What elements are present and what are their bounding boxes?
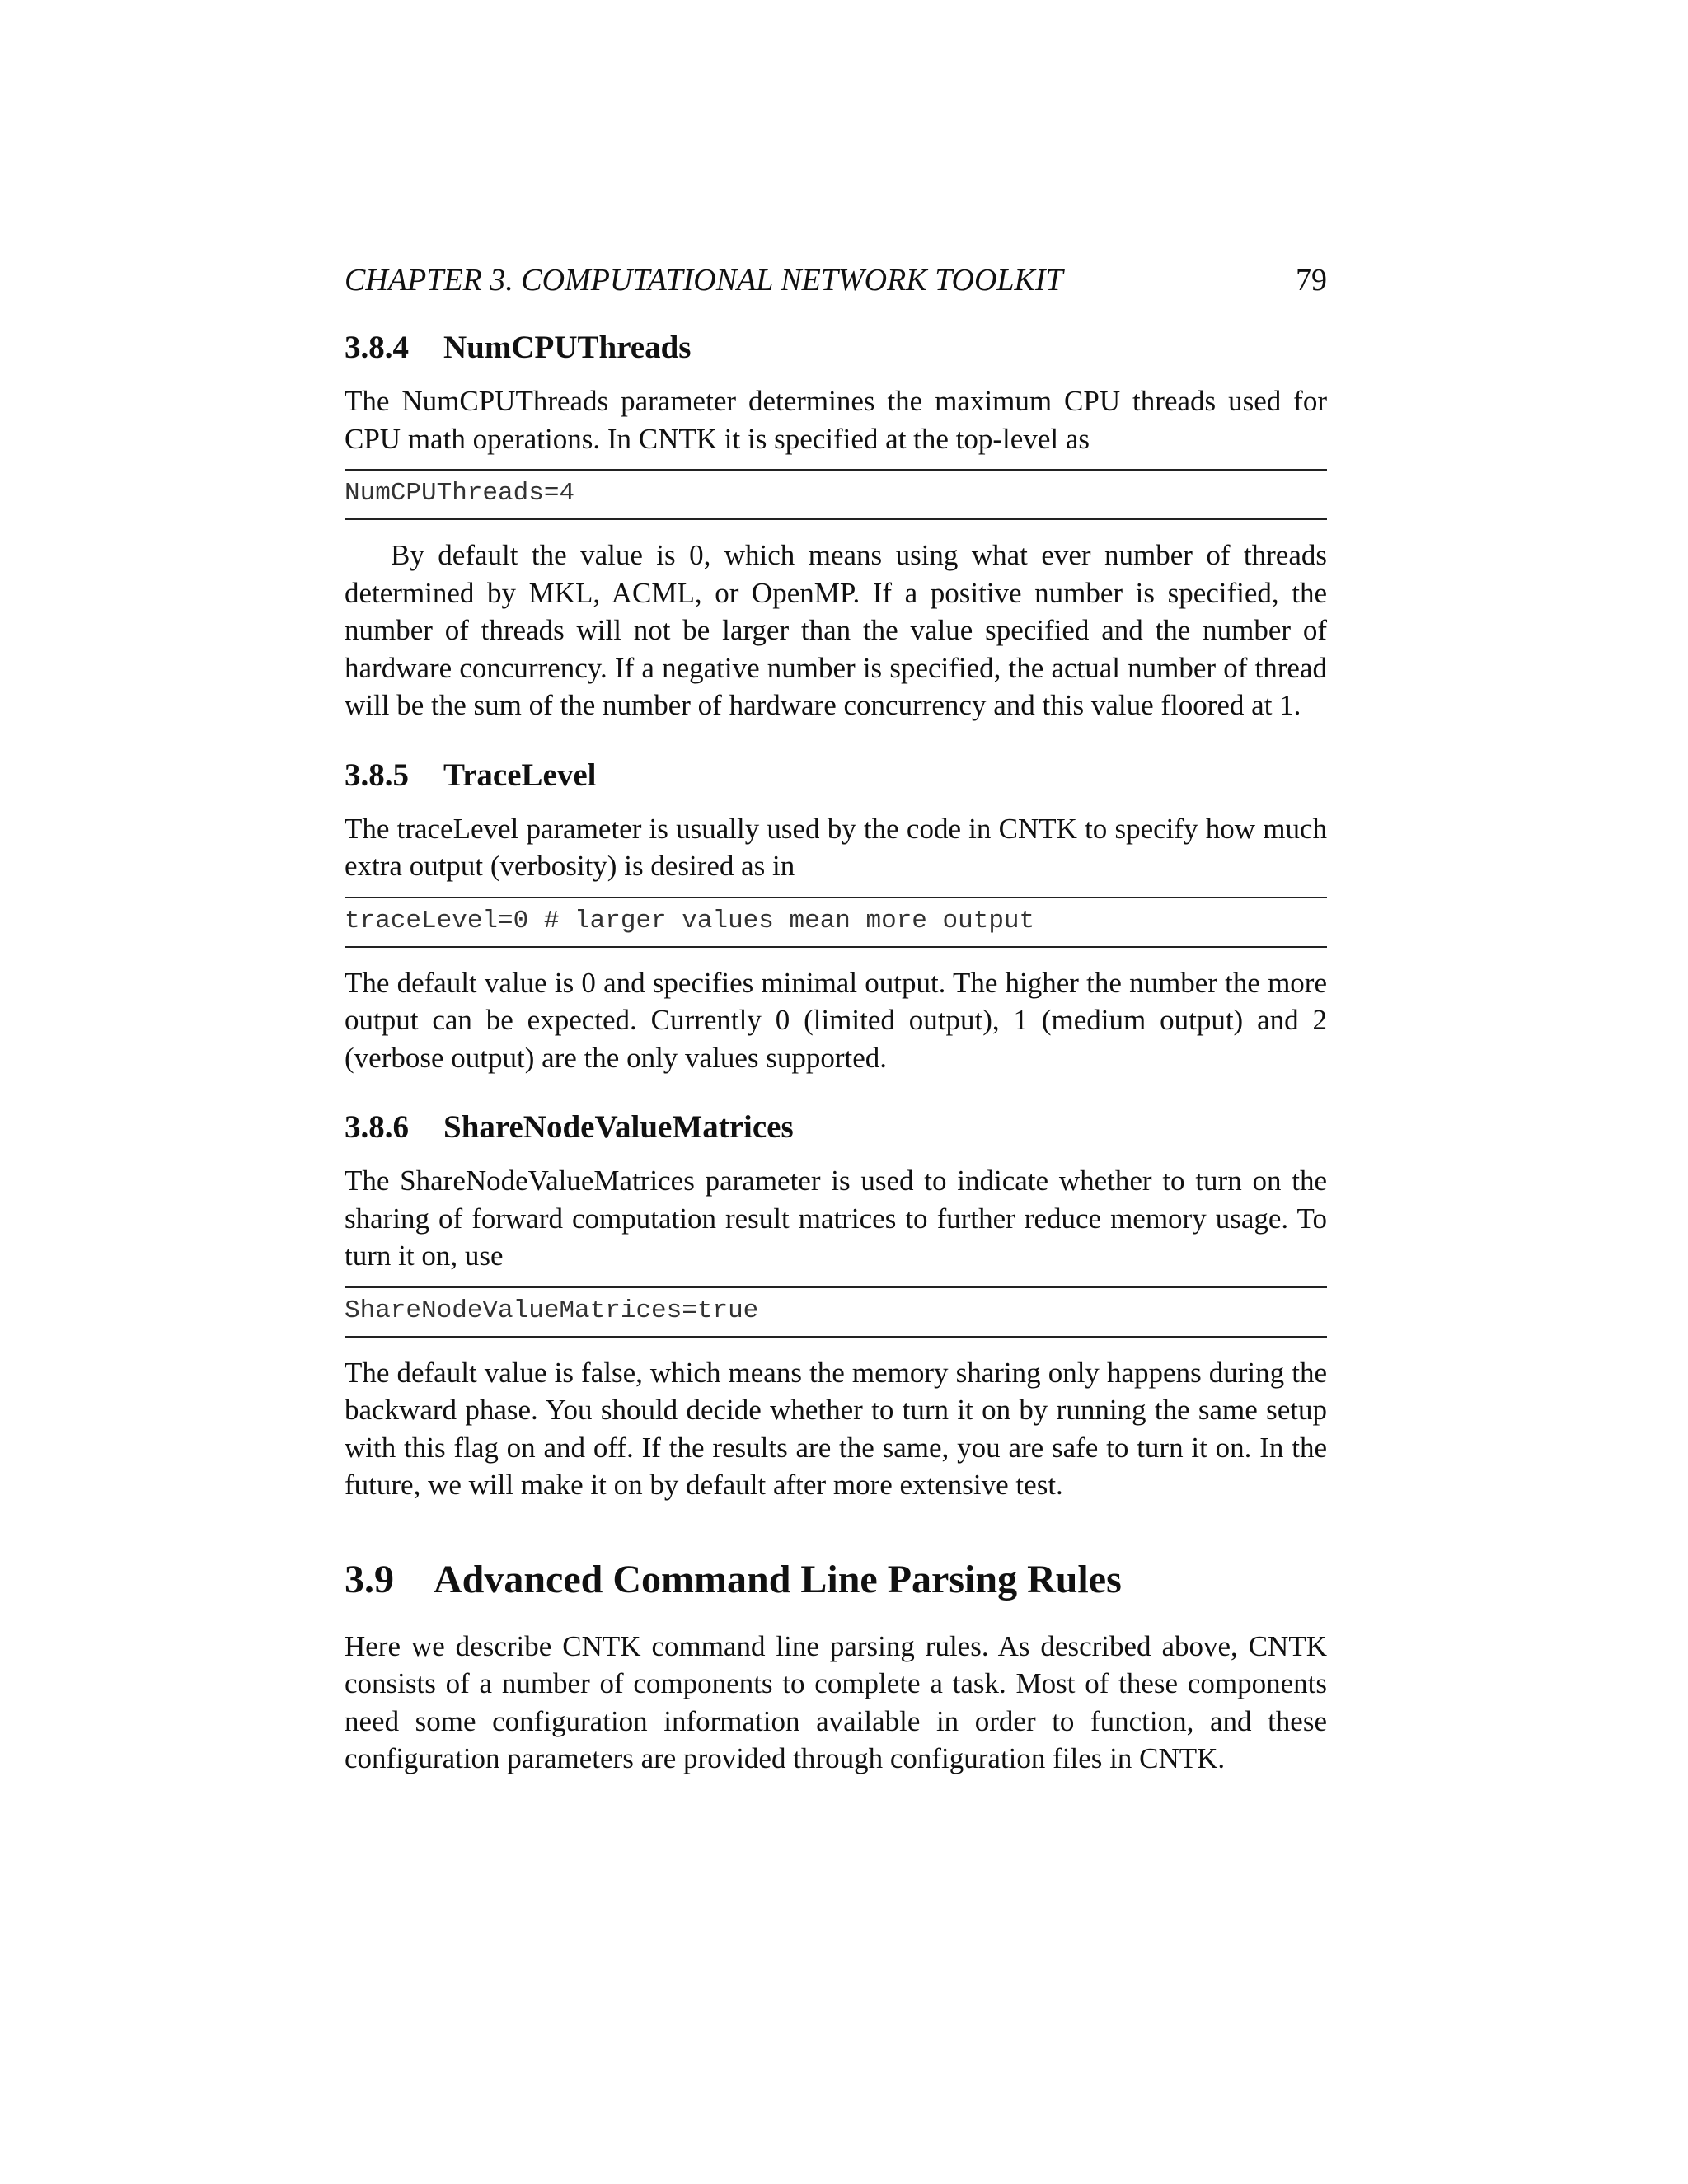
section-title: TraceLevel bbox=[443, 757, 597, 793]
chapter-title: CHAPTER 3. COMPUTATIONAL NETWORK TOOLKIT bbox=[345, 263, 1063, 298]
section-heading bbox=[345, 756, 1327, 795]
running-header bbox=[345, 262, 1327, 312]
section-tracelevel bbox=[345, 756, 1327, 1077]
section-title: NumCPUThreads bbox=[443, 330, 692, 365]
paragraph: The default value is false, which means the memory sharing only happens during the backward phase. You should decide whether to turn it on by running the same setup with this flag on and off. If the results are the same, you are safe to turn it on. In the future, we will make it on by default after more extensive test. bbox=[345, 1356, 1327, 1501]
code-block: ShareNodeValueMatrices=true bbox=[345, 1286, 1327, 1338]
section-title: Advanced Command Line Parsing Rules bbox=[434, 1557, 1122, 1601]
paragraph: By default the value is 0, which means using what ever number of threads determined by MKL, ACML, or OpenMP. If a positive number is specified, the number of threads will not be larger than the value specified and the number of hardware concurrency. If a negative number is specified, the actual number of thread will be the sum of the number of hardware concurrency and this value floored at 1. bbox=[345, 539, 1327, 721]
document-page bbox=[345, 262, 1327, 1778]
paragraph: The NumCPUThreads parameter determines the maximum CPU threads used for CPU math operations. In CNTK it is specified at the top-level as bbox=[345, 385, 1327, 455]
section-numcputhreads bbox=[345, 328, 1327, 724]
code-block: NumCPUThreads=4 bbox=[345, 469, 1327, 520]
paragraph: The default value is 0 and specifies minimal output. The higher the number the more output can be expected. Currently 0 (limited output), 1 (medium output) and 2 (verbose output) are the only values supported. bbox=[345, 966, 1327, 1074]
section-advanced-command-line bbox=[345, 1555, 1327, 1778]
section-number: 3.8.4 bbox=[345, 330, 409, 365]
section-number: 3.9 bbox=[345, 1557, 394, 1601]
section-sharenodevaluematrices bbox=[345, 1108, 1327, 1504]
paragraph: The ShareNodeValueMatrices parameter is used to indicate whether to turn on the sharing of forward computation result matrices to further reduce memory usage. To turn it on, use bbox=[345, 1165, 1327, 1272]
section-number: 3.8.5 bbox=[345, 757, 409, 793]
code-block: traceLevel=0 # larger values mean more output bbox=[345, 897, 1327, 948]
section-number: 3.8.6 bbox=[345, 1109, 409, 1145]
section-heading bbox=[345, 1555, 1327, 1605]
section-heading bbox=[345, 328, 1327, 368]
paragraph: The traceLevel parameter is usually used by the code in CNTK to specify how much extra output (verbosity) is desired as in bbox=[345, 812, 1327, 882]
page-number: 79 bbox=[1296, 263, 1327, 298]
section-title: ShareNodeValueMatrices bbox=[443, 1109, 794, 1145]
section-heading bbox=[345, 1108, 1327, 1147]
paragraph: Here we describe CNTK command line parsing rules. As described above, CNTK consists of a number of components to complete a task. Most of these components need some configuration information available in order to function, and these configuration parameters are provided through configuration files in CNTK. bbox=[345, 1629, 1327, 1774]
